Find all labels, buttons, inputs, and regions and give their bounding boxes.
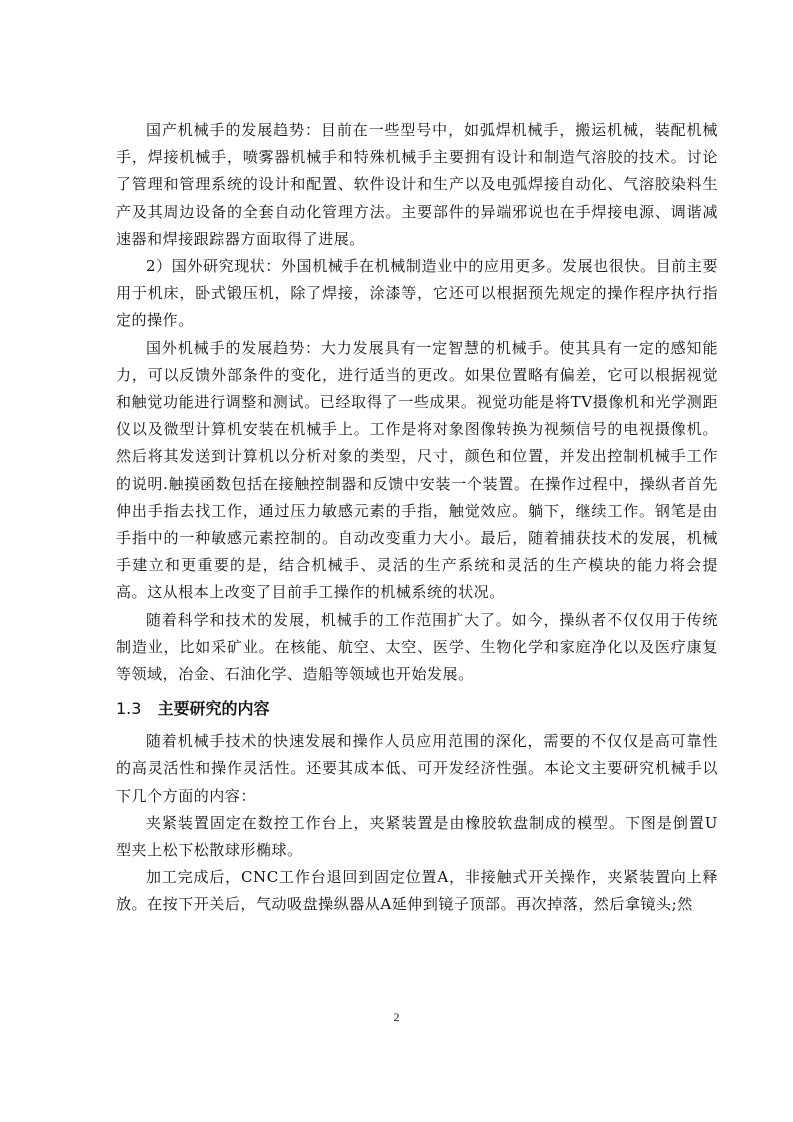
body-paragraph-foreign-trends: 国外机械手的发展趋势：大力发展具有一定智慧的机械手。使其具有一定的感知能力，可以反馈外部条件的变化，进行适当的更改。如果位置略有偏差，它可以根据视觉和触觉功能进行调整和测试。已经取得了一些成果。视觉功能是将TV摄像机和光学测距仪以及微型计算机安装在机械手上。工作是将对象图像转换为视频信号的电视摄像机。然后将其发送到计算机以分析对象的类型，尺寸，颜色和位置，并发出控制机械手工作的说明.触摸函数包括在接触控制器和反馈中安装一个装置。在操作过程中，操纵者首先伸出手指去找工作，通过压力敏感元素的手指，触觉效应。躺下，继续工作。钢笔是由手指中的一种敏感元素控制的。自动改变重力大小。最后，随着捕获技术的发展，机械手建立和更重要的是，结合机械手、灵活的生产系统和灵活的生产模块的能力将会提高。这从根本上改变了目前手工操作的机械系统的状况。 <box>116 338 718 602</box>
page-content <box>116 117 718 919</box>
page-number: 2 <box>393 1010 400 1024</box>
section-title: 主要研究的内容 <box>157 699 270 719</box>
body-paragraph-processing-sequence: 加工完成后，CNC工作台退回到固定位置A，非接触式开关操作，夹紧装置向上释放。在按下开关后，气动吸盘操纵器从A延伸到镜子顶部。再次掉落，然后拿镜头;然 <box>116 868 718 914</box>
section-heading <box>116 698 718 720</box>
body-paragraph-clamping-device: 夹紧装置固定在数控工作台上，夹紧装置是由橡胶软盘制成的模型。下图是倒置U型夹上松下松散球形椭球。 <box>116 813 718 860</box>
body-paragraph-research-overview: 随着机械手技术的快速发展和操作人员应用范围的深化，需要的不仅仅是高可靠性的高灵活性和操作灵活性。还要其成本低、可开发经济性强。本论文主要研究机械手以下几个方面的内容： <box>116 732 718 805</box>
body-paragraph-foreign-status: 2）国外研究现状：外国机械手在机械制造业中的应用更多。发展也很快。目前主要用于机床，卧式锻压机，除了焊接，涂漆等，它还可以根据预先规定的操作程序执行指定的操作。 <box>116 257 718 330</box>
body-paragraph-domestic-trends: 国产机械手的发展趋势：目前在一些型号中，如弧焊机械手，搬运机械，装配机械手，焊接机械手，喷雾器机械手和特殊机械手主要拥有设计和制造气溶胶的技术。讨论了管理和管理系统的设计和配置、软件设计和生产以及电弧焊接自动化、气溶胶染料生产及其周边设备的全套自动化管理方法。主要部件的异端邪说也在手焊接电源、调谐减速器和焊接跟踪器方面取得了进展。 <box>116 121 718 248</box>
body-paragraph-application-scope: 随着科学和技术的发展，机械手的工作范围扩大了。如今，操纵者不仅仅用于传统制造业，比如采矿业。在核能、航空、太空、医学、生物化学和家庭净化以及医疗康复等领域，冶金、石油化学、造船等领域也开始发展。 <box>116 610 718 684</box>
section-number: 1.3 <box>116 699 142 719</box>
